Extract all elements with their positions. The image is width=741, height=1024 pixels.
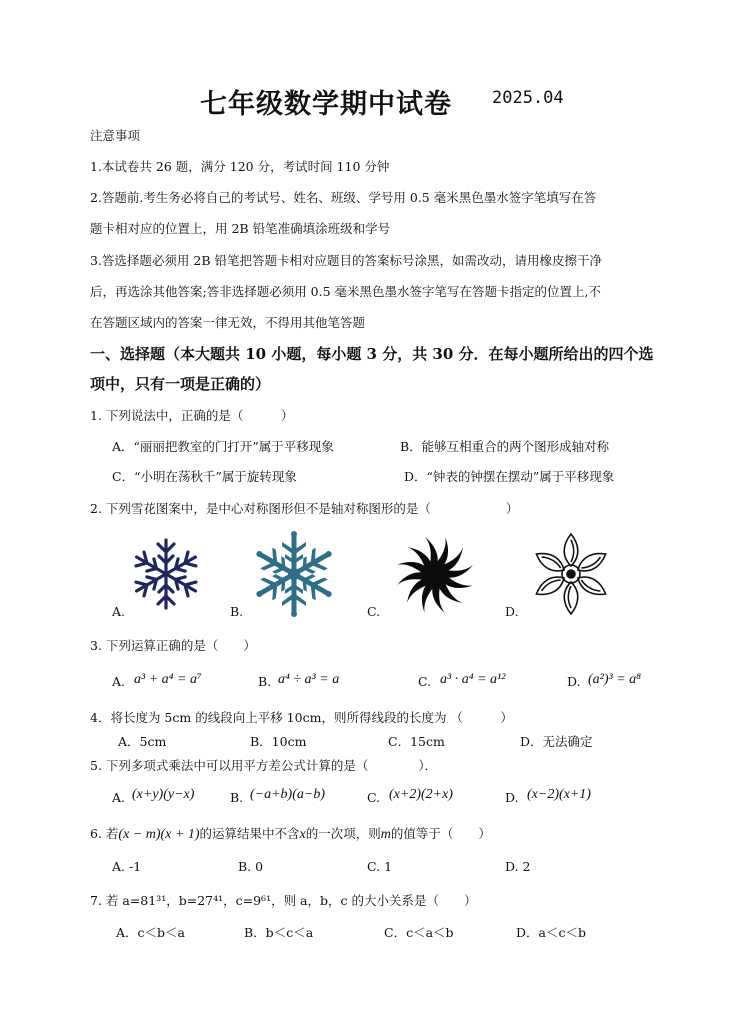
swirl-black-icon bbox=[394, 530, 476, 620]
q1-option-d: D．“钟表的钟摆在摆动”属于平移现象 bbox=[404, 469, 615, 484]
exam-title: 七年级数学期中试卷 bbox=[200, 89, 452, 120]
q1-option-b: B．能够互相重合的两个图形成轴对称 bbox=[400, 439, 610, 454]
q3-option-c: a³ · a⁴ = a¹² bbox=[440, 672, 506, 687]
q4-option-a: A．5cm bbox=[118, 734, 167, 749]
q3-option-d-label: D. bbox=[567, 674, 581, 689]
q5-option-c-label: C. bbox=[367, 790, 381, 805]
question-3-stem: 3. 下列运算正确的是（ ） bbox=[90, 638, 256, 653]
q1-option-c: C．“小明在荡秋千”属于旋转现象 bbox=[112, 469, 297, 484]
q4-option-c: C．15cm bbox=[388, 734, 445, 749]
q6-option-b: B. 0 bbox=[238, 859, 264, 874]
question-5-stem: 5. 下列多项式乘法中可以用平方差公式计算的是（ ）． bbox=[90, 758, 438, 773]
question-6-stem bbox=[90, 824, 491, 843]
q5-option-b: (−a+b)(a−b) bbox=[250, 787, 325, 802]
q2-option-b-label: B. bbox=[230, 604, 244, 619]
q2-option-d-label: D. bbox=[505, 604, 519, 619]
q1-option-a: A．“丽丽把教室的门打开”属于平移现象 bbox=[112, 439, 334, 454]
q6-stem-var: x bbox=[299, 827, 306, 842]
section-heading-cont: 项中，只有一项是正确的） bbox=[90, 375, 271, 393]
q7-option-a: A．c＜b＜a bbox=[116, 925, 185, 940]
note-line: 在答题区域内的答案一律无效，不得用其他笔答题 bbox=[90, 315, 366, 330]
q2-option-c-label: C. bbox=[367, 604, 381, 619]
q3-option-b-label: B. bbox=[258, 674, 272, 689]
q3-option-a: a³ + a⁴ = a⁷ bbox=[134, 672, 202, 687]
note-line: 题卡相对应的位置上，用 2B 铅笔准确填涂班级和学号 bbox=[90, 221, 391, 236]
note-line: 3.答选择题必须用 2B 铅笔把答题卡相对应题目的答案标号涂黑，如需改动，请用橡皮擦干净 bbox=[90, 253, 603, 268]
q7-option-d: D．a＜c＜b bbox=[516, 925, 586, 940]
q5-option-d: (x−2)(x+1) bbox=[527, 787, 591, 802]
note-line: 后，再选涂其他答案;答非选择题必须用 0.5 毫米黑色墨水签字笔写在答题卡指定的位置上,不 bbox=[90, 284, 602, 299]
question-2-stem: 2. 下列雪花图案中，是中心对称图形但不是轴对称图形的是（ ） bbox=[90, 501, 519, 516]
q7-option-b: B．b＜c＜a bbox=[244, 925, 314, 940]
q5-option-d-label: D. bbox=[505, 790, 519, 805]
question-7-stem: 7. 若 a=81³¹，b=27⁴¹，c=9⁶¹，则 a，b，c 的大小关系是（ ） bbox=[90, 893, 477, 908]
section-heading: 一、选择题（本大题共 10 小题，每小题 3 分，共 30 分．在每小题所给出的四个选 bbox=[90, 345, 654, 363]
snowflake-navy-icon bbox=[126, 530, 206, 620]
q2-option-a-label: A. bbox=[112, 604, 126, 619]
q6-stem-expr: (x − m)(x + 1) bbox=[118, 827, 200, 842]
notes-heading: 注意事项 bbox=[90, 128, 141, 143]
q7-option-c: C．c＜a＜b bbox=[384, 925, 454, 940]
q6-stem-mid: 的运算结果中不含 bbox=[199, 826, 300, 841]
q5-option-a-label: A. bbox=[112, 790, 126, 805]
q5-option-b-label: B. bbox=[230, 790, 244, 805]
q3-option-d: (a²)³ = a⁸ bbox=[588, 672, 642, 687]
note-line: 1.本试卷共 26 题，满分 120 分，考试时间 110 分钟 bbox=[90, 159, 390, 174]
q6-option-c: C. 1 bbox=[367, 859, 393, 874]
question-1-stem: 1. 下列说法中，正确的是（ ） bbox=[90, 408, 294, 423]
question-4-stem: 4．将长度为 5cm 的线段向上平移 10cm，则所得线段的长度为 （ ） bbox=[90, 710, 513, 725]
q6-stem-mid2: 的一次项，则 bbox=[305, 826, 381, 841]
q3-option-b: a⁴ ÷ a³ = a bbox=[278, 672, 340, 687]
q3-option-c-label: C. bbox=[418, 674, 432, 689]
q3-option-a-label: A. bbox=[112, 674, 126, 689]
exam-date: 2025.04 bbox=[492, 88, 564, 108]
q6-stem-prefix: 6. 若 bbox=[90, 826, 119, 841]
q6-option-a: A. -1 bbox=[112, 859, 142, 874]
note-line: 2.答题前.考生务必将自己的考试号、姓名、班级、学号用 0.5 毫米黑色墨水签字笔填写在答 bbox=[90, 190, 597, 205]
flower-outline-icon bbox=[530, 530, 612, 620]
q4-option-b: B．10cm bbox=[250, 734, 307, 749]
q6-stem-end: 的值等于（ ） bbox=[390, 826, 491, 841]
q5-option-c: (x+2)(2+x) bbox=[389, 787, 453, 802]
snowflake-teal-icon bbox=[252, 528, 336, 620]
q4-option-d: D．无法确定 bbox=[520, 734, 593, 749]
q6-stem-var2: m bbox=[380, 827, 391, 842]
q5-option-a: (x+y)(y−x) bbox=[132, 787, 195, 802]
q6-option-d: D. 2 bbox=[505, 859, 531, 874]
